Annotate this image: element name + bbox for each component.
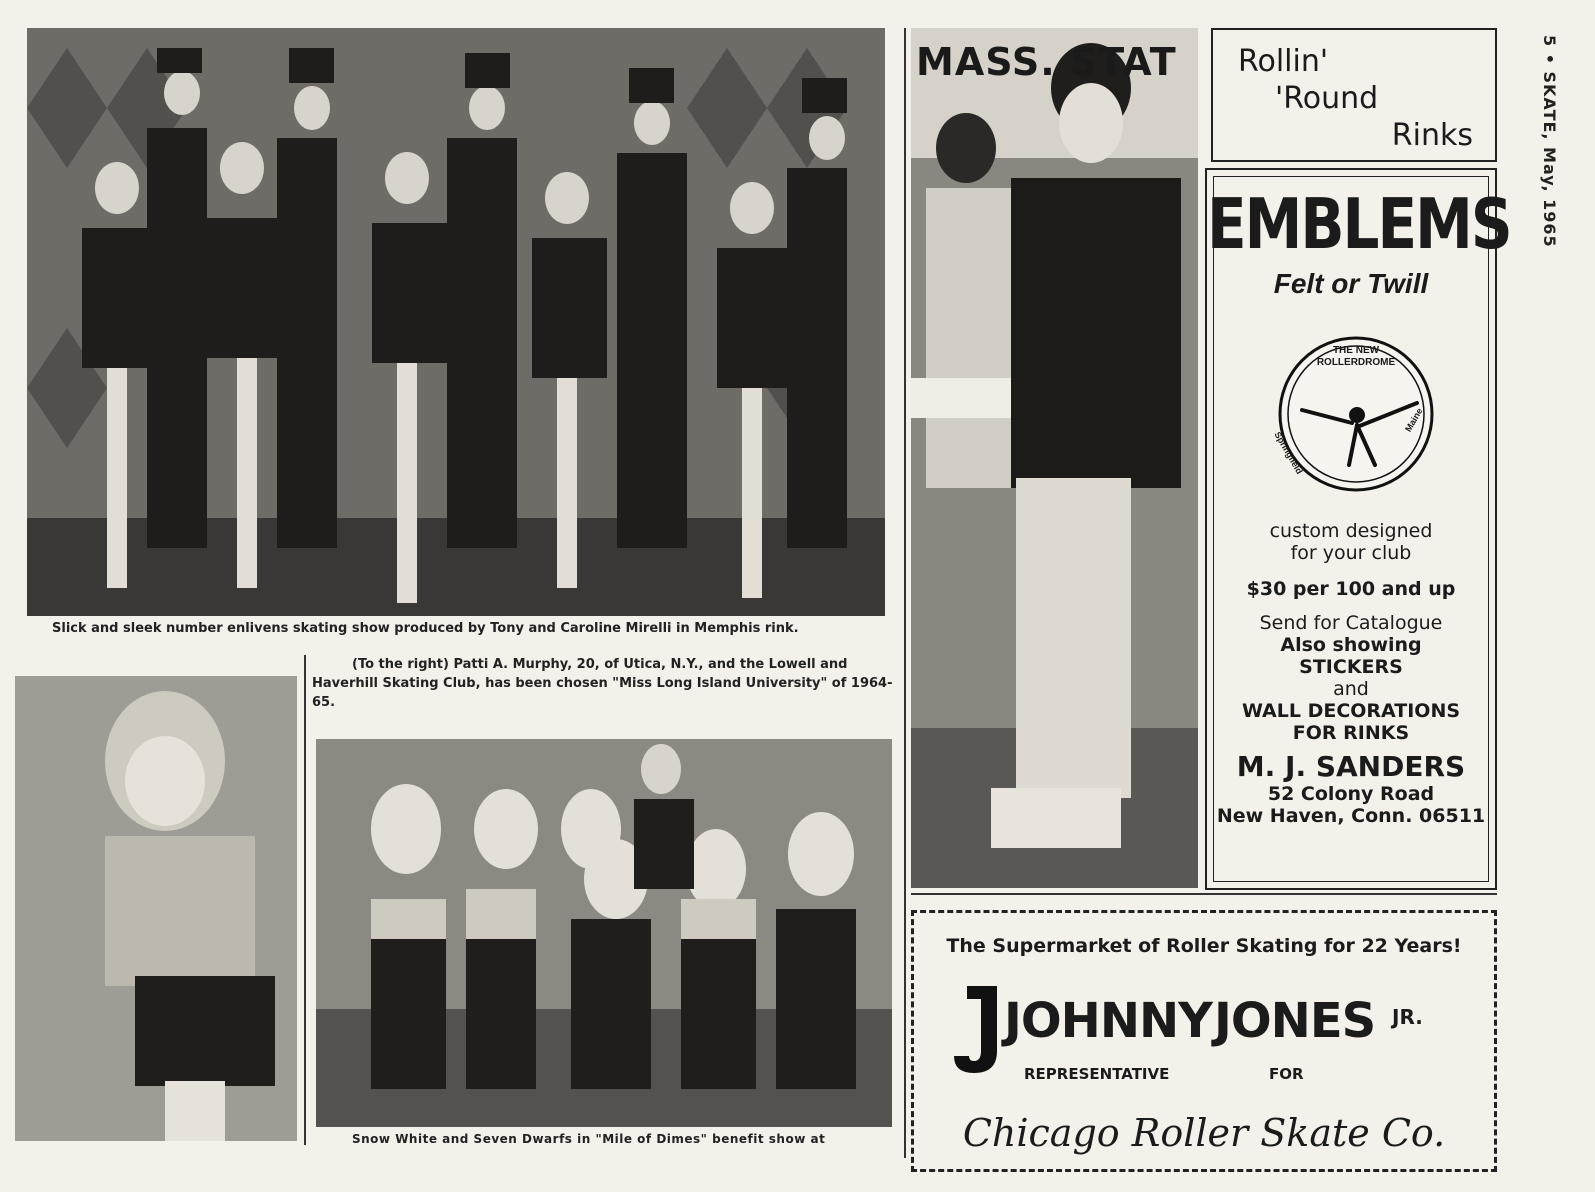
- emblems-company: M. J. SANDERS: [1236, 750, 1466, 783]
- column-head-line2: 'Round: [1275, 81, 1379, 116]
- column-head-line3: Rinks: [1391, 118, 1473, 153]
- emblem-name-text: ROLLERDROME: [1316, 357, 1396, 368]
- page-folio: 5 • SKATE, May, 1965: [1540, 35, 1559, 248]
- emblems-also1: Also showing: [1280, 634, 1422, 656]
- emblem-top-text: THE NEW: [1332, 345, 1380, 356]
- patti-murphy-photo: [911, 28, 1198, 888]
- jones-ad-top-rule: [911, 893, 1497, 895]
- jones-suffix: JR.: [1392, 1005, 1423, 1029]
- murphy-caption: (To the right) Patti A. Murphy, 20, of Utica, N.Y., and the Lowell and Haverhill Skating Club, has been chosen "Miss Long Island University" of 1964-65.: [312, 657, 893, 710]
- chorus-line-photo: [27, 28, 885, 616]
- emblems-also5: FOR RINKS: [1292, 722, 1410, 744]
- emblems-also2: STICKERS: [1299, 656, 1403, 678]
- center-column-rule: [904, 28, 906, 1158]
- jones-company: Chicago Roller Skate Co.: [962, 1111, 1446, 1155]
- snow-white-caption: Snow White and Seven Dwarfs in "Mile of Dimes" benefit show at: [352, 1132, 826, 1146]
- jones-representative: REPRESENTATIVE: [1024, 1065, 1170, 1083]
- caption-column-rule: [304, 655, 306, 1145]
- jones-jones: JONES: [1214, 993, 1376, 1049]
- banner-text: MASS. STAT: [916, 40, 1177, 84]
- young-skater-photo: [15, 676, 297, 1141]
- emblem-right-text: Maine: [1403, 406, 1425, 434]
- column-head-box: [1211, 28, 1497, 162]
- chorus-line-caption: Slick and sleek number enlivens skating show produced by Tony and Caroline Mirelli in Memphis rink.: [52, 621, 799, 636]
- emblems-headline: EMBLEMS: [1207, 183, 1511, 265]
- emblems-also4: WALL DECORATIONS: [1241, 700, 1461, 722]
- emblems-ad: [1205, 168, 1511, 890]
- emblem-left-text: Springfield: [1272, 430, 1305, 476]
- emblems-catalogue: Send for Catalogue: [1259, 612, 1443, 634]
- emblems-line1: custom designed: [1269, 520, 1433, 542]
- jones-j-logo: [949, 981, 999, 1076]
- emblems-line2: for your club: [1290, 542, 1412, 564]
- emblems-city: New Haven, Conn. 06511: [1216, 805, 1486, 827]
- emblems-street: 52 Colony Road: [1267, 783, 1435, 805]
- jones-tagline: The Supermarket of Roller Skating for 22 Years!: [946, 935, 1462, 957]
- emblems-subhead: Felt or Twill: [1273, 268, 1429, 299]
- emblems-price: $30 per 100 and up: [1246, 578, 1456, 600]
- column-head-line1: Rollin': [1238, 44, 1329, 79]
- jones-johnny: JOHNNY: [1004, 993, 1212, 1049]
- emblems-also3: and: [1333, 678, 1369, 700]
- rollerdrome-emblem: [1272, 335, 1435, 493]
- johnny-jones-ad: [911, 910, 1497, 1172]
- snow-white-photo: [316, 739, 892, 1127]
- jones-for: FOR: [1269, 1065, 1304, 1083]
